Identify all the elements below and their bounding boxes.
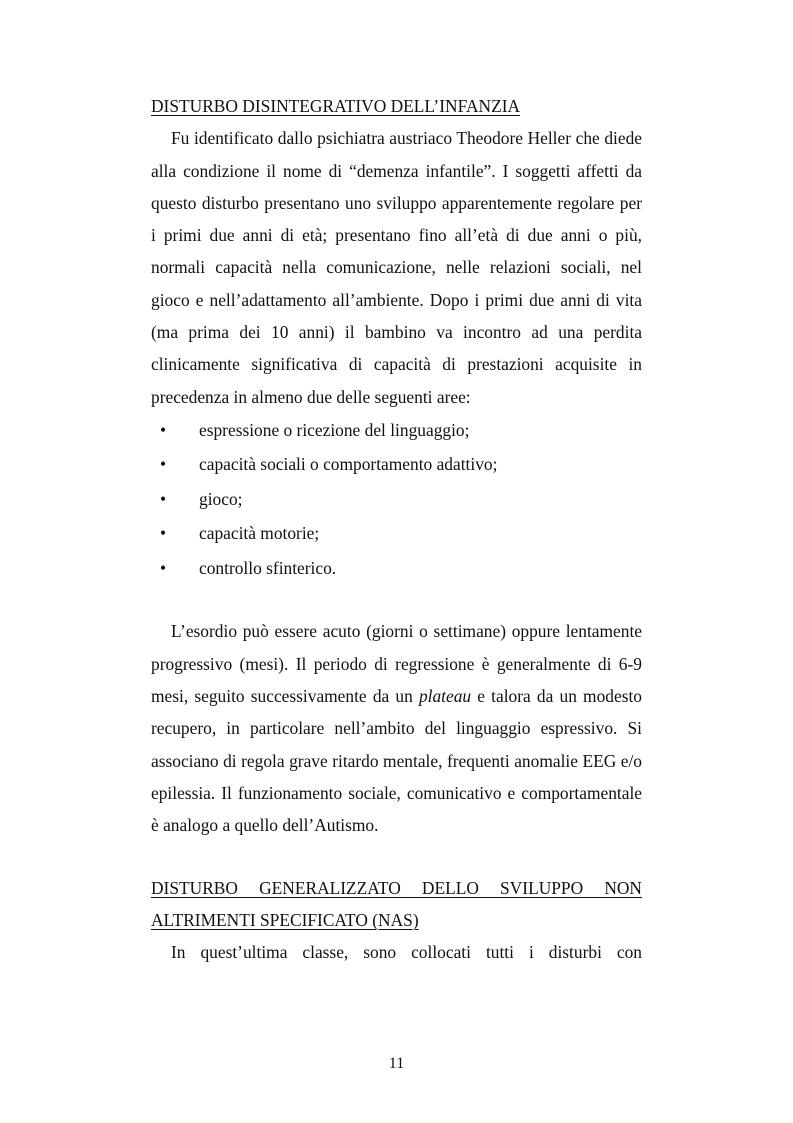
list-item-text: espressione o ricezione del linguaggio; (199, 419, 470, 440)
list-item (151, 413, 642, 448)
document-page (151, 90, 642, 968)
spacer (151, 585, 642, 615)
list-item-text: capacità sociali o comportamento adattivo; (199, 454, 498, 475)
list-item (151, 551, 642, 586)
spacer (151, 842, 642, 872)
bullet-icon: • (160, 454, 167, 475)
affected-areas-list (151, 413, 642, 586)
list-item (151, 516, 642, 551)
bullet-icon: • (160, 419, 167, 440)
list-item (151, 482, 642, 517)
list-item-text: capacità motorie; (199, 523, 320, 544)
list-item-text: controllo sfinterico. (199, 557, 337, 578)
bullet-icon: • (160, 557, 167, 578)
paragraph-esordio-end: e talora da un modesto recupero, in particolare nell’ambito del linguaggio espressivo. Si associano di regola grave ritardo mentale, frequenti anomalie EEG e/o epilessia. Il funzionamento sociale, comunicativo e comportamentale è analogo a quello dell’Autismo. (151, 686, 642, 836)
bullet-icon: • (160, 523, 167, 544)
paragraph-esordio-start: L’esordio può essere acuto (giorni o settimane) oppure lentamente progressivo (mesi). Il periodo di regressione è generalmente di 6-9 mesi, seguito successivamente da un (151, 621, 642, 707)
page-number: 11 (388, 1055, 405, 1072)
section-heading-nas-line1: DISTURBO GENERALIZZATO DELLO SVILUPPO NON (151, 877, 642, 898)
plateau-term: plateau (418, 686, 472, 707)
section-heading-disintegrativo: DISTURBO DISINTEGRATIVO DELL’INFANZIA (151, 96, 521, 116)
paragraph-esordio (151, 615, 642, 841)
list-item-text: gioco; (199, 488, 243, 509)
paragraph-nas: In quest’ultima classe, sono collocati tutti i disturbi con (171, 942, 642, 963)
list-item (151, 447, 642, 482)
paragraph-heller: Fu identificato dallo psichiatra austriaco Theodore Heller che diede alla condizione il nome di “demenza infantile”. I soggetti affetti da questo disturbo presentano uno sviluppo apparentemente regolare per i primi due anni di età; presentano fino all’età di due anni o più, normali capacità nella comunicazione, nelle relazioni sociali, nel gioco e nell’adattamento all’ambiente. Dopo i primi due anni di vita (ma prima dei 10 anni) il bambino va incontro ad una perdita clinicamente significativa di capacità di prestazioni acquisite in precedenza in almeno due delle seguenti aree: (151, 128, 642, 407)
bullet-icon: • (160, 488, 167, 509)
section-heading-nas-line2: ALTRIMENTI SPECIFICATO (NAS) (151, 909, 419, 930)
